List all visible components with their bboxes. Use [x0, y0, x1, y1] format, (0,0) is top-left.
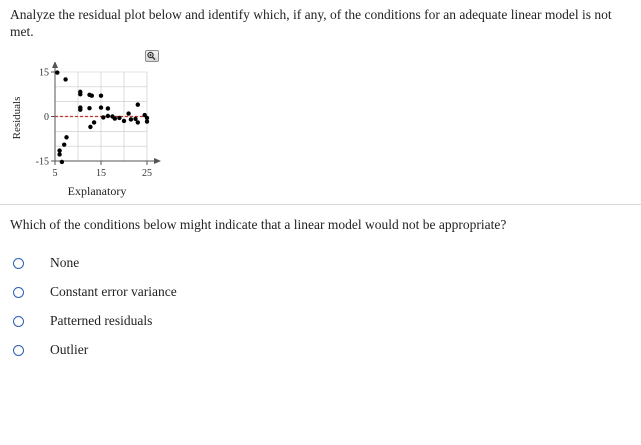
option-constant-error-variance[interactable]	[0, 282, 300, 302]
radio-button[interactable]	[13, 345, 24, 356]
data-points	[55, 70, 149, 164]
radio-button[interactable]	[13, 287, 24, 298]
data-point	[145, 119, 149, 123]
data-point	[63, 77, 67, 81]
data-point	[136, 102, 140, 106]
radio-button[interactable]	[13, 258, 24, 269]
data-point	[113, 116, 117, 120]
data-point	[62, 142, 66, 146]
y-tick-label: -15	[35, 156, 49, 168]
x-tick-label: 25	[142, 168, 152, 179]
y-tick-label: 0	[44, 112, 49, 123]
data-point	[78, 92, 82, 96]
y-axis-arrow	[52, 62, 58, 68]
data-point	[90, 94, 94, 98]
data-point	[129, 117, 133, 121]
data-point	[57, 148, 61, 152]
data-point	[64, 135, 68, 139]
question-text: Which of the conditions below might indicate that a linear model would not be appropriate?	[10, 217, 507, 232]
data-point	[60, 160, 64, 164]
data-point	[57, 152, 61, 156]
magnify-icon	[146, 51, 158, 61]
data-point	[99, 94, 103, 98]
zoom-graph-button[interactable]	[145, 50, 159, 62]
data-point	[126, 111, 130, 115]
problem-prompt: Analyze the residual plot below and identify which, if any, of the conditions for an adequate linear model is not met.	[10, 7, 612, 39]
x-tick-label: 5	[52, 168, 58, 179]
data-point	[117, 116, 121, 120]
radio-button[interactable]	[13, 316, 24, 327]
data-point	[122, 119, 126, 123]
option-none[interactable]	[0, 253, 300, 273]
option-outlier[interactable]	[0, 340, 300, 360]
data-point	[99, 105, 103, 109]
x-axis-label: Explanatory	[67, 184, 127, 198]
data-point	[78, 107, 82, 111]
data-point	[87, 106, 91, 110]
x-tick-label: 15	[96, 168, 106, 179]
option-patterned-residuals[interactable]	[0, 311, 300, 331]
option-label: None	[50, 255, 80, 270]
option-label: Outlier	[50, 342, 89, 357]
data-point	[55, 70, 59, 74]
data-point	[136, 120, 140, 124]
option-label: Constant error variance	[50, 284, 177, 299]
data-point	[92, 120, 96, 124]
data-point	[88, 125, 92, 129]
data-point	[106, 106, 110, 110]
y-tick-label: 15	[39, 67, 49, 79]
data-point	[106, 114, 110, 118]
x-axis-arrow	[154, 158, 161, 164]
section-divider	[0, 204, 641, 205]
option-label: Patterned residuals	[50, 313, 153, 328]
data-point	[101, 115, 105, 119]
y-axis-label: Residuals	[11, 96, 23, 140]
residual-plot	[0, 62, 170, 202]
